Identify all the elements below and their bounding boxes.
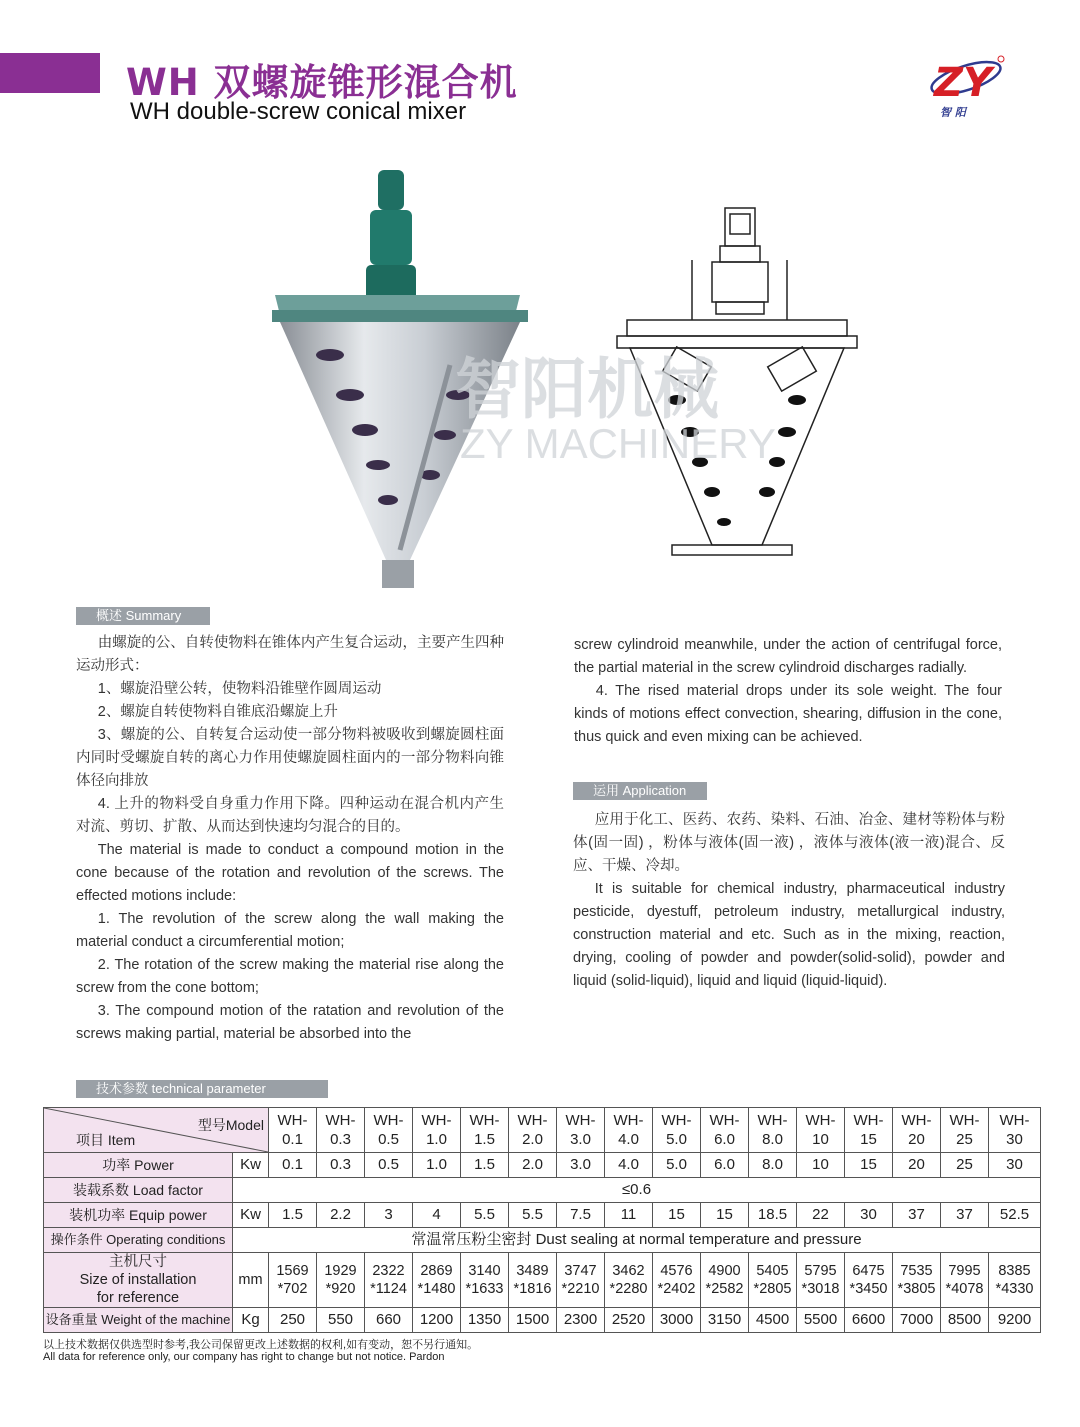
header-corner-cell (44, 1108, 269, 1153)
weight-cell: 250 (269, 1308, 317, 1333)
page-title-cn: WH 双螺旋锥形混合机 (126, 61, 518, 104)
weight-cell: 2520 (605, 1308, 653, 1333)
size-cell: 8385 *4330 (989, 1253, 1041, 1308)
weight-cell: 4500 (749, 1308, 797, 1333)
model-cell: WH- 25 (941, 1108, 989, 1153)
application-text (573, 809, 1005, 993)
weight-cell: 6600 (845, 1308, 893, 1333)
table-row-load-factor (44, 1178, 1041, 1203)
summary-en-item-4: 4. The rised material drops under its sole weight. The four kinds of motions effect convection, shearing, diffusion in the cone, thus quick and even mixing can be achieved. (574, 683, 1002, 745)
weight-cell: 1350 (461, 1308, 509, 1333)
equip-cell: 2.2 (317, 1203, 365, 1228)
size-cell: 2322 *1124 (365, 1253, 413, 1308)
weight-label: 设备重量 Weight of the machine (44, 1308, 233, 1333)
footnote-cn: 以上技术数据仅供选型时参考,我公司保留更改上述数据的权利,如有变动，恕不另行通知。 (43, 1339, 479, 1351)
zy-logo (928, 52, 1008, 122)
table-row-equip-power (44, 1203, 1041, 1228)
logo-mark: ZY (934, 60, 992, 106)
equip-label: 装机功率 Equip power (44, 1203, 233, 1228)
power-cell: 0.1 (269, 1153, 317, 1178)
equip-cell: 18.5 (749, 1203, 797, 1228)
size-cell: 6475 *3450 (845, 1253, 893, 1308)
equip-cell: 4 (413, 1203, 461, 1228)
model-cell: WH- 5.0 (653, 1108, 701, 1153)
equip-cell: 30 (845, 1203, 893, 1228)
size-cell: 3747 *2210 (557, 1253, 605, 1308)
size-cell: 7995 *4078 (941, 1253, 989, 1308)
model-cell: WH- 2.0 (509, 1108, 557, 1153)
weight-unit: Kg (233, 1308, 269, 1333)
weight-cell: 9200 (989, 1308, 1041, 1333)
application-en: It is suitable for chemical industry, pharmaceutical industry pesticide, dyestuff, petroleum industry, metallurgical industry, construction material and etc. Such as in the mixing, reaction, drying, cooling of powder and powder(solid-solid), powder and liquid (solid-liquid), liquid and liquid (liquid-liquid). (573, 881, 1005, 989)
size-label-en: Size of installation (79, 1272, 197, 1288)
power-cell: 8.0 (749, 1153, 797, 1178)
summary-en-item-2: 2. The rotation of the screw making the material rise along the screw from the cone bottom; (76, 957, 504, 996)
model-cell: WH- 30 (989, 1108, 1041, 1153)
summary-cn-item-1: 1、螺旋沿壁公转，使物料沿锥壁作圆周运动 (97, 681, 382, 697)
tech-parameter-tag: 技术参数 technical parameter (76, 1080, 328, 1098)
weight-cell: 1200 (413, 1308, 461, 1333)
weight-cell: 5500 (797, 1308, 845, 1333)
summary-cn-intro: 由螺旋的公、自转使物料在锥体内产生复合运动，主要产生四种运动形式： (76, 635, 504, 674)
power-cell: 6.0 (701, 1153, 749, 1178)
summary-en-item-3: 3. The compound motion of the ratation and revolution of the screws making partial, material be absorbed into the (76, 1003, 504, 1042)
summary-cn-item-2: 2、螺旋自转使物料自锥底沿螺旋上升 (97, 704, 338, 720)
size-cell: 3462 *2280 (605, 1253, 653, 1308)
weight-cell: 2300 (557, 1308, 605, 1333)
power-cell: 3.0 (557, 1153, 605, 1178)
size-cell: 3140 *1633 (461, 1253, 509, 1308)
size-cell: 2869 *1480 (413, 1253, 461, 1308)
power-cell: 2.0 (509, 1153, 557, 1178)
header-accent-bar (0, 53, 100, 93)
power-cell: 0.3 (317, 1153, 365, 1178)
footnote-en: All data for reference only, our company has right to change but not notice. Pardon (43, 1351, 445, 1363)
size-unit: mm (233, 1253, 269, 1308)
summary-en-intro: The material is made to conduct a compound motion in the cone because of the rotation and revolution of the screws. The effected motions include: (76, 842, 504, 904)
equip-cell: 3 (365, 1203, 413, 1228)
model-cell: WH- 20 (893, 1108, 941, 1153)
size-cell: 5795 *3018 (797, 1253, 845, 1308)
power-cell: 1.0 (413, 1153, 461, 1178)
size-cell: 1569 *702 (269, 1253, 317, 1308)
equip-cell: 15 (701, 1203, 749, 1228)
weight-cell: 1500 (509, 1308, 557, 1333)
spec-table (43, 1107, 1041, 1333)
summary-cn-item-4: 4. 上升的物料受自身重力作用下降。四种运动在混合机内产生对流、剪切、扩散、从而达到快速均匀混合的目的。 (76, 796, 504, 835)
header-model-label: 型号Model (197, 1117, 264, 1133)
table-row-weight (44, 1308, 1041, 1333)
model-cell: WH- 1.0 (413, 1108, 461, 1153)
size-label-cn: 主机尺寸 (109, 1254, 167, 1270)
application-tag: 运用 Application (573, 782, 707, 800)
operating-label: 操作条件 Operating conditions (44, 1228, 233, 1253)
equip-unit: Kw (233, 1203, 269, 1228)
model-cell: WH- 10 (797, 1108, 845, 1153)
size-cell: 7535 *3805 (893, 1253, 941, 1308)
weight-cell: 7000 (893, 1308, 941, 1333)
size-cell: 3489 *1816 (509, 1253, 557, 1308)
model-cell: WH- 3.0 (557, 1108, 605, 1153)
power-cell: 4.0 (605, 1153, 653, 1178)
size-label-en2: for reference (96, 1290, 180, 1306)
equip-cell: 11 (605, 1203, 653, 1228)
page-title-en: WH double-screw conical mixer (130, 98, 467, 125)
summary-cn-item-3: 3、螺旋的公、自转复合运动使一部分物料被吸收到螺旋圆柱面内同时受螺旋自转的离心力作用使螺旋圆柱面内的一部分物料向锥体径向排放 (76, 727, 504, 789)
power-cell: 0.5 (365, 1153, 413, 1178)
watermark-cn: 智阳机械 (455, 351, 719, 428)
table-header-row (44, 1108, 1041, 1153)
equip-cell: 7.5 (557, 1203, 605, 1228)
power-unit: Kw (233, 1153, 269, 1178)
size-cell: 5405 *2805 (749, 1253, 797, 1308)
power-cell: 10 (797, 1153, 845, 1178)
weight-cell: 660 (365, 1308, 413, 1333)
equip-cell: 5.5 (509, 1203, 557, 1228)
model-cell: WH- 6.0 (701, 1108, 749, 1153)
model-cell: WH- 15 (845, 1108, 893, 1153)
summary-en-item-1: 1. The revolution of the screw along the wall making the material conduct a circumferential motion; (76, 911, 504, 950)
size-cell: 4900 *2582 (701, 1253, 749, 1308)
model-cell: WH- 0.5 (365, 1108, 413, 1153)
weight-cell: 3150 (701, 1308, 749, 1333)
model-cell: WH- 0.3 (317, 1108, 365, 1153)
size-label (44, 1253, 233, 1308)
equip-cell: 52.5 (989, 1203, 1041, 1228)
weight-cell: 8500 (941, 1308, 989, 1333)
logo-sub: 智 阳 (940, 106, 966, 119)
summary-tag: 概述 Summary (76, 607, 210, 625)
header-item-label: 项目 Item (76, 1132, 136, 1148)
summary-left-column (76, 632, 504, 1046)
footnote (43, 1339, 478, 1363)
equip-cell: 22 (797, 1203, 845, 1228)
summary-en-continued: screw cylindroid meanwhile, under the action of centrifugal force, the partial material in the screw cylindroid discharges radially. (574, 637, 1002, 676)
summary-right-column (574, 634, 1002, 749)
model-cell: WH- 8.0 (749, 1108, 797, 1153)
equip-cell: 37 (893, 1203, 941, 1228)
table-row-operating (44, 1228, 1041, 1253)
power-cell: 1.5 (461, 1153, 509, 1178)
weight-cell: 550 (317, 1308, 365, 1333)
load-value: ≤0.6 (233, 1178, 1041, 1203)
table-row-power (44, 1153, 1041, 1178)
power-cell: 5.0 (653, 1153, 701, 1178)
equip-cell: 37 (941, 1203, 989, 1228)
application-cn: 应用于化工、医药、农药、染料、石油、冶金、建材等粉体与粉体(固一固) ，粉体与液体(固一液) ，液体与液体(液一液)混合、反应、干燥、冷却。 (573, 812, 1005, 874)
load-label: 装载系数 Load factor (44, 1178, 233, 1203)
watermark-en: ZY MACHINERY (460, 420, 776, 467)
model-cell: WH- 0.1 (269, 1108, 317, 1153)
equip-cell: 1.5 (269, 1203, 317, 1228)
power-label: 功率 Power (44, 1153, 233, 1178)
weight-cell: 3000 (653, 1308, 701, 1333)
power-cell: 25 (941, 1153, 989, 1178)
equip-cell: 5.5 (461, 1203, 509, 1228)
power-cell: 15 (845, 1153, 893, 1178)
table-row-size (44, 1253, 1041, 1308)
operating-value: 常温常压粉尘密封 Dust sealing at normal temperature and pressure (233, 1228, 1041, 1253)
power-cell: 30 (989, 1153, 1041, 1178)
model-cell: WH- 4.0 (605, 1108, 653, 1153)
power-cell: 20 (893, 1153, 941, 1178)
equip-cell: 15 (653, 1203, 701, 1228)
size-cell: 1929 *920 (317, 1253, 365, 1308)
size-cell: 4576 *2402 (653, 1253, 701, 1308)
model-cell: WH- 1.5 (461, 1108, 509, 1153)
